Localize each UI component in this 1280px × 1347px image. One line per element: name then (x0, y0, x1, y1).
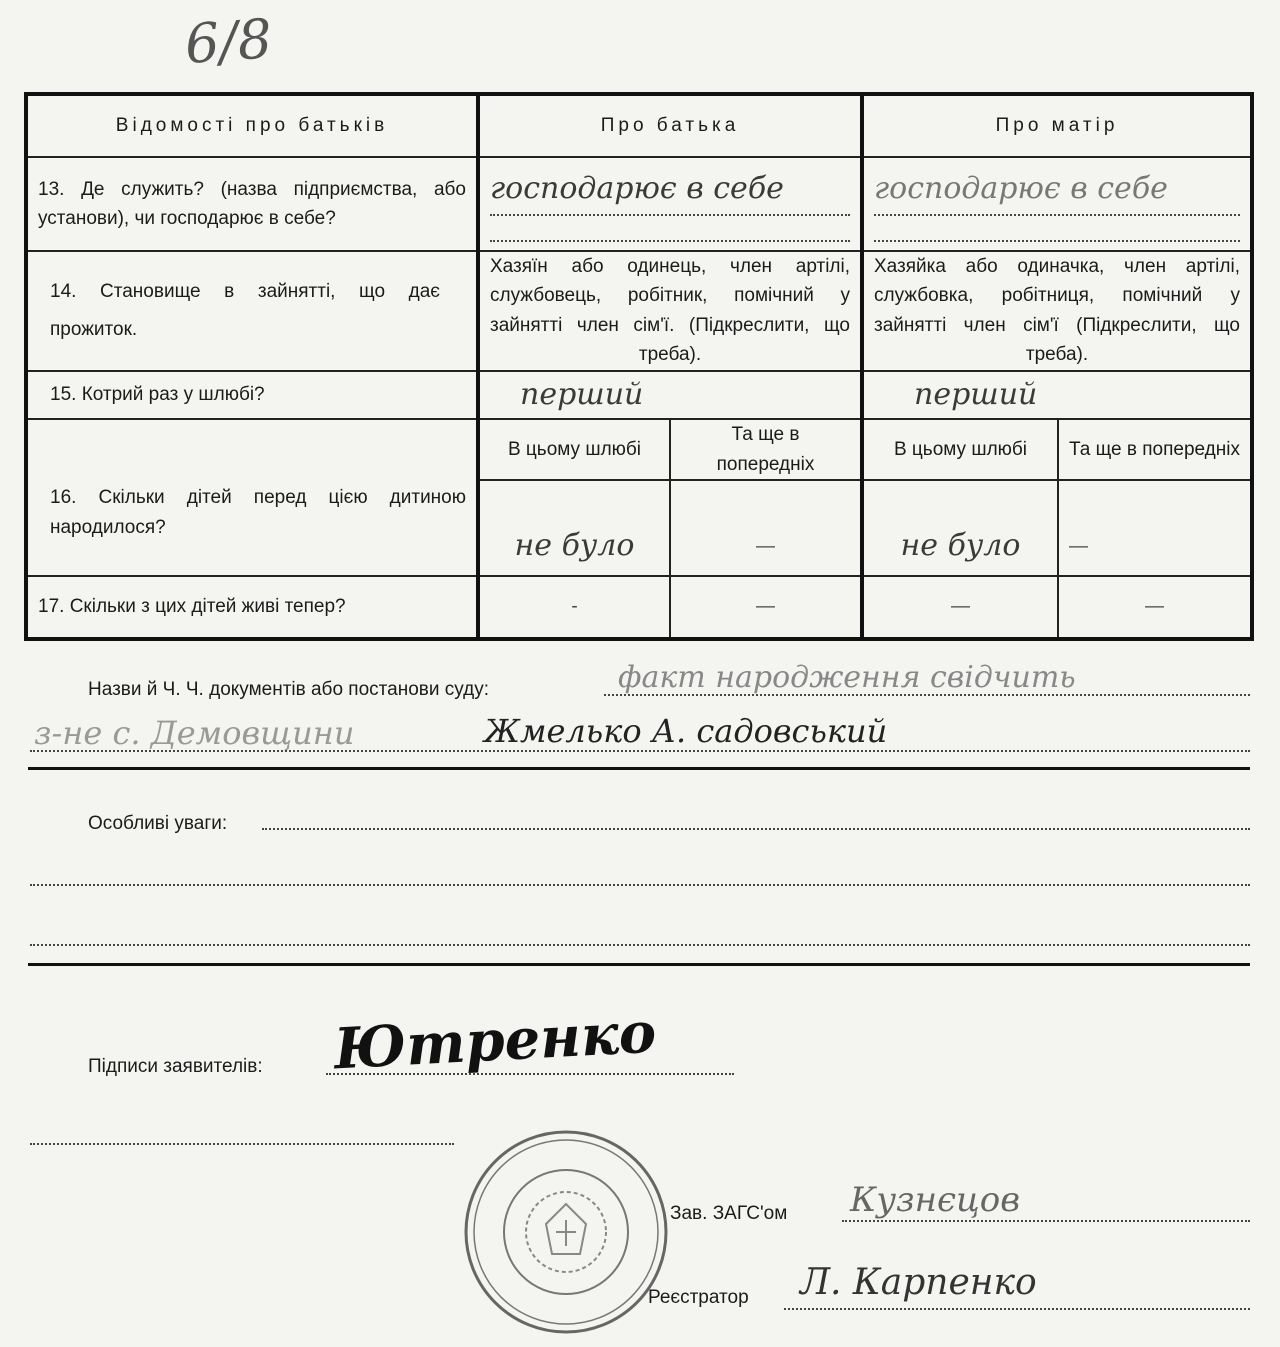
table-header-row (26, 94, 1252, 157)
q13-mother-dotted-line (874, 216, 1240, 242)
q17-mother-prev: — (1058, 576, 1252, 639)
subheader-father-previous: Та ще в попередніх (670, 419, 862, 480)
question-17: 17. Скільки з цих дітей живі тепер? (26, 576, 478, 639)
header-parents-info: Відомості про батьків (26, 94, 478, 157)
applicant-signature: Ютренко (332, 999, 658, 1083)
q16-father-this-answer: не було (514, 527, 635, 563)
q13-father-dotted-line (490, 216, 850, 242)
q13-father-answer: господарює в себе (490, 166, 850, 217)
q16-father-this-cell (478, 480, 670, 576)
remarks-divider (28, 963, 1250, 966)
remarks-dotted-line-2 (30, 884, 1250, 886)
page-number: 6/8 (182, 7, 274, 76)
documents-line2-part-b: Жмелько А. садовський (484, 712, 888, 750)
q15-father-answer: перший (520, 376, 644, 412)
header-father: Про батька (478, 94, 862, 157)
row-q13 (26, 157, 1252, 251)
q15-father-cell (478, 371, 862, 420)
q14-father-options: Хазяїн або одинець, член артілі, службовець, робітник, помічний у зайнятті член сім'ї. (Підкреслити, що треба). (478, 251, 862, 371)
registrar-label: Реєстратор (648, 1287, 749, 1308)
question-16: 16. Скільки дітей перед цією дитиною народилося? (26, 419, 478, 576)
question-15: 15. Котрий раз у шлюбі? (26, 371, 478, 420)
row-q15 (26, 371, 1252, 420)
remarks-dotted-line-1 (262, 828, 1250, 830)
registrar-dotted-line (784, 1308, 1250, 1310)
registrar-signature: Л. Карпенко (800, 1262, 1037, 1303)
header-mother: Про матір (862, 94, 1252, 157)
q16-mother-this-cell (862, 480, 1058, 576)
row-q17 (26, 576, 1252, 639)
q13-mother-cell (862, 157, 1252, 251)
q15-mother-answer: перший (914, 376, 1038, 412)
remarks-label: Особливі уваги: (88, 813, 228, 834)
documents-divider (28, 767, 1250, 770)
q14-mother-options: Хазяйка або одиначка, член артілі, службовка, робітниця, помічний у зайнятті член сім'ї (Підкреслити, що треба). (862, 251, 1252, 371)
zags-head-label: Зав. ЗАГС'ом (670, 1203, 788, 1224)
subheader-father-this-marriage: В цьому шлюбі (478, 419, 670, 480)
documents-label: Назви й Ч. Ч. документів або постанови суду: (88, 679, 489, 700)
documents-dotted-line-2 (30, 750, 1250, 752)
q16-mother-prev: — (1058, 480, 1252, 576)
row-q14 (26, 251, 1252, 371)
parents-info-table (24, 92, 1254, 641)
applicants-dotted-line-2 (30, 1143, 454, 1145)
documents-line2-part-a: з-не с. Демовщини (34, 714, 355, 752)
q17-father-prev: — (670, 576, 862, 639)
q17-mother-this: — (862, 576, 1058, 639)
q16-father-prev: — (670, 480, 862, 576)
zags-head-signature: Кузнєцов (850, 1180, 1020, 1220)
zags-dotted-line (842, 1220, 1250, 1222)
q13-mother-answer: господарює в себе (874, 166, 1240, 217)
q17-father-this: - (478, 576, 670, 639)
documents-line1-text: факт народження свідчить (618, 660, 1076, 695)
q13-father-cell (478, 157, 862, 251)
subheader-mother-previous: Та ще в попередніх (1058, 419, 1252, 480)
q16-mother-this-answer: не було (900, 527, 1021, 563)
applicants-signatures-label: Підписи заявителів: (88, 1056, 263, 1077)
official-seal-stamp (462, 1128, 670, 1336)
question-14: 14. Становище в зайнятті, що дає прожиток. (26, 251, 478, 371)
row-subheaders (26, 419, 1252, 480)
subheader-mother-this-marriage: В цьому шлюбі (862, 419, 1058, 480)
question-13: 13. Де служить? (назва підприємства, або установи), чи господарює в себе? (26, 157, 478, 251)
remarks-dotted-line-3 (30, 944, 1250, 946)
q15-mother-cell (862, 371, 1252, 420)
